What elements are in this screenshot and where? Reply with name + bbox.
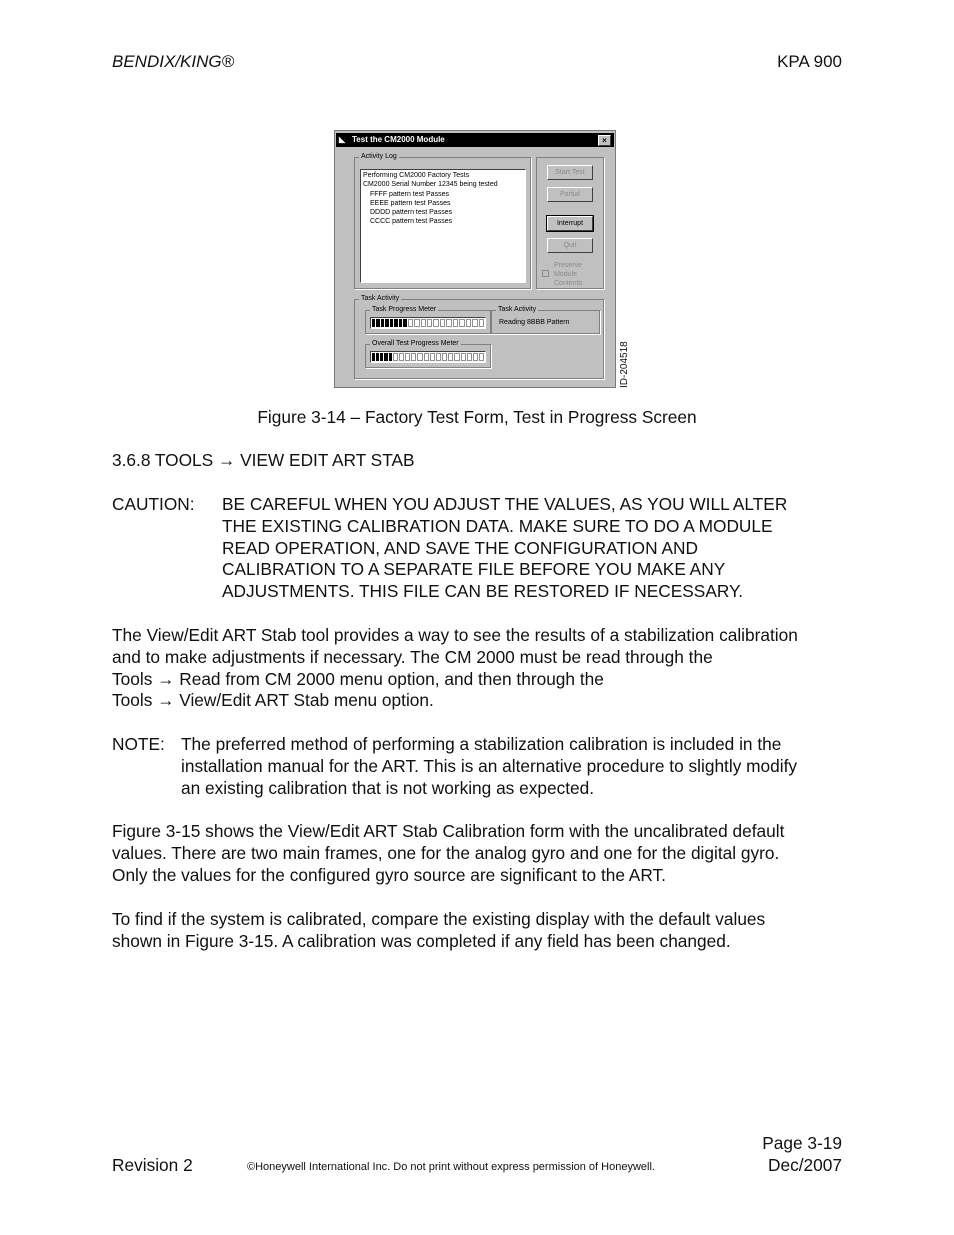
meter-segment-empty xyxy=(479,319,484,327)
meter-segment-empty xyxy=(405,353,410,361)
overall-progress-label: Overall Test Progress Meter xyxy=(372,340,459,347)
meter-segment-empty xyxy=(459,319,464,327)
caution-label: CAUTION: xyxy=(112,494,195,514)
meter-segment-empty xyxy=(442,353,447,361)
meter-segment-empty xyxy=(430,353,435,361)
paragraph-figure-3-15: Figure 3-15 shows the View/Edit ART Stab Calibration form with the uncalibrated default values. There are two main frames, one for the analog gyro and one for the digital gyro. Only the values for the configured gyro source are significant to the ART. xyxy=(112,821,785,885)
date: Dec/2007 xyxy=(768,1155,842,1175)
task-progress-meter xyxy=(370,317,486,329)
meter-segment-filled xyxy=(399,319,402,327)
meter-segment-filled xyxy=(372,353,375,361)
log-line: CCCC pattern test Passes xyxy=(370,218,453,226)
start-test-button[interactable]: Start Test xyxy=(547,165,593,180)
meter-segment-empty xyxy=(472,319,477,327)
meter-segment-empty xyxy=(479,353,484,361)
close-button[interactable]: × xyxy=(598,135,611,146)
meter-segment-filled xyxy=(403,319,406,327)
paragraph-calibration-check: To find if the system is calibrated, compare the existing display with the default values shown in Figure 3-15. A calibration was completed if any field has been changed. xyxy=(112,909,766,951)
partial-button[interactable]: Partial xyxy=(547,187,593,202)
meter-segment-empty xyxy=(414,319,419,327)
log-line: FFFF pattern test Passes xyxy=(370,190,449,198)
meter-segment-empty xyxy=(411,353,416,361)
figure-caption: Figure 3-14 – Factory Test Form, Test in Progress Screen xyxy=(257,407,697,427)
copyright: ©Honeywell International Inc. Do not print without express permission of Honeywell. xyxy=(247,1161,655,1173)
page-number: Page 3-19 xyxy=(762,1133,842,1153)
meter-segment-empty xyxy=(433,319,438,327)
dialog-title-bar xyxy=(336,133,614,147)
meter-segment-filled xyxy=(389,353,392,361)
app-icon: ◣ xyxy=(339,135,346,144)
meter-segment-empty xyxy=(454,353,459,361)
meter-segment-empty xyxy=(408,319,413,327)
section-heading: 3.6.8 TOOLS → VIEW EDIT ART STAB xyxy=(112,450,415,470)
header-model: KPA 900 xyxy=(777,52,842,71)
task-activity-value: Reading 8BBB Pattern xyxy=(499,319,570,326)
note-label: NOTE: xyxy=(112,734,165,754)
meter-segment-filled xyxy=(390,319,393,327)
meter-segment-empty xyxy=(424,353,429,361)
meter-segment-empty xyxy=(461,353,466,361)
quit-button[interactable]: Quit xyxy=(547,238,593,253)
task-progress-label: Task Progress Meter xyxy=(372,306,437,313)
meter-segment-filled xyxy=(372,319,375,327)
header-brand: BENDIX/KING® xyxy=(112,52,235,71)
preserve-checkbox[interactable] xyxy=(542,270,549,277)
activity-log-label: Activity Log xyxy=(361,153,397,160)
figure-id: ID-204518 xyxy=(619,341,630,388)
meter-segment-empty xyxy=(453,319,458,327)
overall-progress-meter xyxy=(370,351,486,363)
caution-text: BE CAREFUL WHEN YOU ADJUST THE VALUES, AS YOU WILL ALTER THE EXISTING CALIBRATION DATA. MAKE SURE TO DO A MODULE READ OPERATION, AND SAVE THE CONFIGURATION AND CALIBRATION TO A SEPARATE FILE BEFORE YOU MAKE ANY ADJUSTMENTS. THIS FILE CAN BE RESTORED IF NECESSARY. xyxy=(222,494,788,602)
meter-segment-empty xyxy=(393,353,398,361)
task-activity-sublabel: Task Activity xyxy=(498,306,537,313)
meter-segment-empty xyxy=(467,353,472,361)
dialog-title: Test the CM2000 Module xyxy=(352,135,445,144)
meter-segment-filled xyxy=(384,353,387,361)
log-line: EEEE pattern test Passes xyxy=(370,199,451,207)
meter-segment-filled xyxy=(381,319,384,327)
note-text: The preferred method of performing a stabilization calibration is included in the installation manual for the ART. This is an alternative procedure to slightly modify an existing calibration that is not working as expected. xyxy=(181,734,798,798)
meter-segment-filled xyxy=(385,319,388,327)
log-line: CM2000 Serial Number 12345 being tested xyxy=(363,181,498,189)
log-line: Performing CM2000 Factory Tests xyxy=(363,172,470,179)
meter-segment-empty xyxy=(421,319,426,327)
meter-segment-empty xyxy=(399,353,404,361)
meter-segment-empty xyxy=(448,353,453,361)
meter-segment-filled xyxy=(376,319,379,327)
preserve-label: Preserve Module Contents xyxy=(554,262,583,287)
revision: Revision 2 xyxy=(112,1155,193,1175)
log-line: DDDD pattern test Passes xyxy=(370,209,453,217)
meter-segment-empty xyxy=(417,353,422,361)
meter-segment-filled xyxy=(380,353,383,361)
activity-log-list[interactable] xyxy=(360,169,526,283)
figure-dialog xyxy=(334,130,616,388)
meter-segment-empty xyxy=(427,319,432,327)
meter-segment-empty xyxy=(466,319,471,327)
meter-segment-filled xyxy=(376,353,379,361)
meter-segment-empty xyxy=(446,319,451,327)
paragraph-view-edit: The View/Edit ART Stab tool provides a way to see the results of a stabilization calibration and to make adjustments if necessary. The CM 2000 must be read through the Tools → Read from CM 2000 menu option, and then through the Tools → View/Edit ART Stab menu option. xyxy=(112,625,798,711)
interrupt-button[interactable]: Interrupt xyxy=(547,216,593,231)
meter-segment-empty xyxy=(436,353,441,361)
meter-segment-empty xyxy=(473,353,478,361)
meter-segment-filled xyxy=(394,319,397,327)
task-activity-label: Task Activity xyxy=(361,295,400,302)
meter-segment-empty xyxy=(440,319,445,327)
